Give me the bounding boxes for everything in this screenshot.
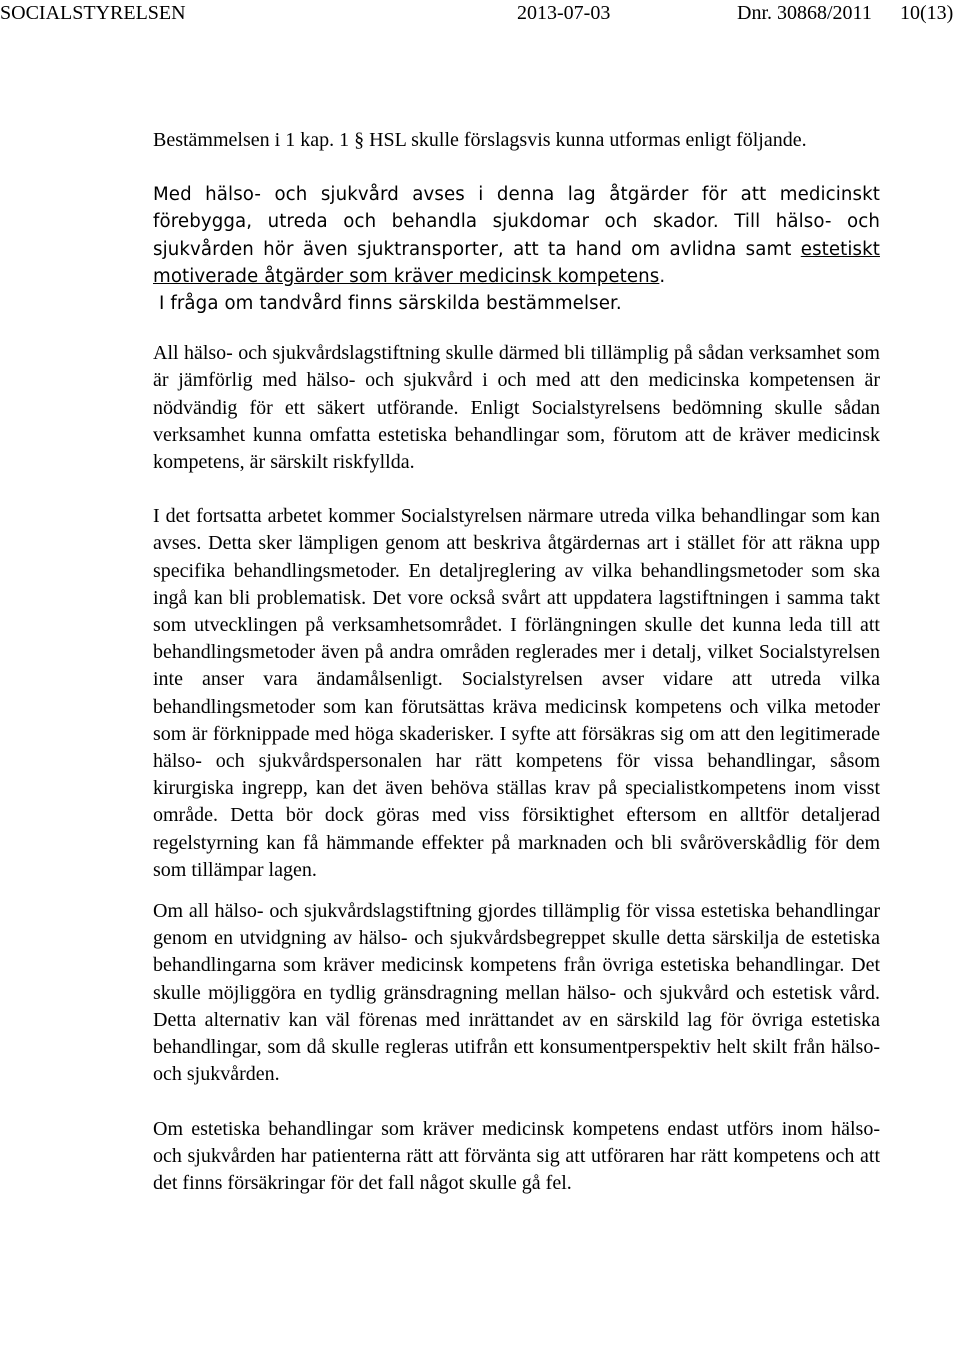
paragraph-patient-rights: Om estetiska behandlingar som kräver medicinsk kompetens endast utförs inom hälso- och sjukvården har patienterna rätt att förvänta sig att utföraren har rätt kompetens och att det finns försäkringar för det fall något skulle gå fel. — [153, 1117, 880, 1194]
document-body — [153, 127, 880, 1224]
header-organization: SOCIALSTYRELSEN — [0, 2, 186, 24]
page-header — [0, 0, 960, 30]
law-proposal-text-a: Med hälso- och sjukvård avses i denna lag åtgärder för att medicinskt förebygga, utreda och behandla sjukdomar och skador. Till hälso- och sjukvården hör även sjuktransporter, att ta hand om avlidna samt — [153, 184, 880, 260]
law-proposal-text — [153, 181, 880, 290]
header-dnr: Dnr. 30868/2011 — [737, 2, 872, 24]
paragraph-intro: Bestämmelsen i 1 kap. 1 § HSL skulle förslagsvis kunna utformas enligt följande. — [153, 129, 807, 151]
paragraph-further-work: I det fortsatta arbetet kommer Socialstyrelsen närmare utreda vilka behandlingar som kan avses. Detta sker lämpligen genom att beskriva åtgärdernas art i stället för att räkna upp specifika behandlingsmetoder. En detaljreglering av vilka behandlingsmetoder som ska ingå kan bli problematisk. Det vore också svårt att uppdatera lagstiftningen i samma takt som utvecklingen på verksamhetsområdet. I förlängningen skulle det kunna leda till att behandlingsmetoder även på andra områden reglerades mer i detalj, vilket Socialstyrelsen inte anser vara ändamålsenligt. Socialstyrelsen avser vidare att utreda vilka behandlingsmetoder som kan förutsättas kräva medicinsk kompetens och vilka metoder som är förknippade med höga skaderisker. I syfte att försäkras sig om att den legitimerade hälso- och sjukvårdspersonalen har rätt kompetens för vissa behandlingar, såsom kirurgiska ingrepp, kan det även behöva ställas krav på specialistkompetens inom visst område. Detta bör dock göras med viss försiktighet eftersom en alltför detaljerad regelstyrning kan få hämmande effekter på marknaden och bli svåröverskådlig för dem som tillämpar lagen. — [153, 505, 880, 881]
header-page-number: 10(13) — [900, 2, 954, 24]
law-proposal-dental: I fråga om tandvård finns särskilda bestämmelser. — [159, 293, 622, 315]
header-date: 2013-07-03 — [517, 2, 611, 24]
paragraph-scope-extension: Om all hälso- och sjukvårdslagstiftning gjordes tillämplig för vissa estetiska behandlingar genom en utvidgning av hälso- och sjukvårdsbegreppet skulle detta särskilja de estetiska behandlingarna som kräver medicinsk kompetens från övriga estetiska behandlingar. Det skulle möjliggöra en tydlig gränsdragning mellan hälso- och sjukvård och estetisk vård. Detta alternativ kan väl förenas med inrättandet av en särskild lag för övriga estetiska behandlingar, som då skulle regleras utifrån ett konsumentperspektiv helt skilt från hälso- och sjukvården. — [153, 900, 880, 1086]
paragraph-applicability: All hälso- och sjukvårdslagstiftning skulle därmed bli tillämplig på sådan verksamhet som är jämförlig med hälso- och sjukvård i och med att den medicinska kompetensen är nödvändig för ett säkert utförande. Enligt Socialstyrelsens bedömning skulle sådan verksamhet kunna omfatta estetiska behandlingar som, förutom att de kräver medicinsk kompetens, är särskilt riskfyllda. — [153, 342, 880, 474]
law-proposal-text-b: . — [659, 265, 666, 287]
law-proposal-underlined: estetiskt motiverade åtgärder som kräver medicinsk kompetens — [153, 238, 880, 287]
law-proposal-block — [153, 181, 880, 317]
